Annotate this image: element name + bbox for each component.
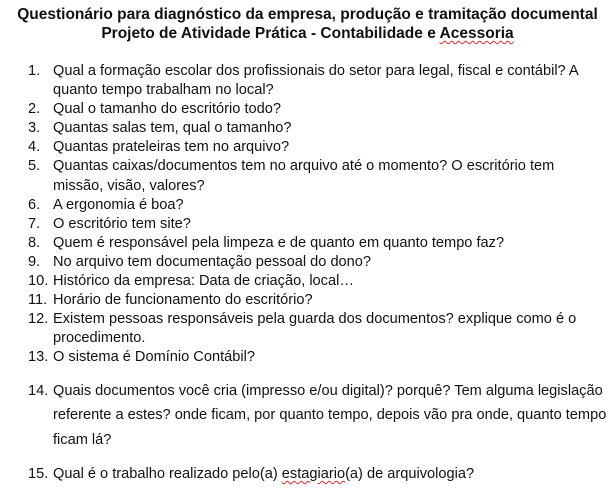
question-item: [28, 379, 608, 453]
question-text: Qual o tamanho do escritório todo?: [53, 101, 281, 118]
question-number: 3.: [28, 120, 41, 137]
question-number: 15.: [28, 466, 49, 482]
question-item: [28, 253, 608, 272]
questions-list: [28, 62, 608, 487]
question-item: [28, 196, 608, 215]
question-number: 9.: [28, 253, 41, 270]
question-item: [28, 291, 608, 310]
question-number: 5.: [28, 158, 41, 175]
question-item: [28, 62, 608, 100]
question-item: [28, 272, 608, 291]
question-text: No arquivo tem documentação pessoal do dono?: [53, 253, 372, 270]
question-item: [28, 234, 608, 253]
question-text: O sistema é Domínio Contábil?: [53, 349, 255, 366]
question-item: [28, 348, 608, 367]
question-item: [28, 157, 608, 195]
spellcheck-flagged-word: estagiario: [281, 466, 346, 482]
question-item: [28, 310, 608, 348]
question-text: Horário de funcionamento do escritório?: [53, 292, 313, 309]
question-text: Quem é responsável pela limpeza e de quanto em quanto tempo faz?: [53, 234, 505, 251]
document-subtitle: [0, 24, 615, 43]
question-item: [28, 462, 608, 487]
question-text: Quantas salas tem, qual o tamanho?: [53, 120, 292, 137]
question-text: Quais documentos você cria (impresso e/ou digital)? porquê? Tem alguma legislação referente a estes? onde ficam, por quanto tempo, depois vão pra onde, quanto tempo ficam lá?: [53, 382, 607, 448]
question-number: 10.: [28, 273, 49, 290]
subtitle-text: Projeto de Atividade Prática - Contabilidade e: [101, 25, 440, 42]
question-text: O escritório tem site?: [53, 215, 191, 232]
question-number: 8.: [28, 234, 41, 251]
question-text-start: Qual é o trabalho realizado pelo(a): [53, 466, 282, 482]
question-number: 1.: [28, 63, 41, 79]
question-text: Qual a formação escolar dos profissionais do setor para legal, fiscal e contábil? A quanto tempo trabalham no local?: [53, 63, 578, 99]
question-text: [53, 466, 474, 482]
question-text: Quantas caixas/documentos tem no arquivo até o momento? O escritório tem missão, visão, valores?: [53, 158, 555, 194]
question-number: 4.: [28, 139, 41, 156]
question-text: Existem pessoas responsáveis pela guarda dos documentos? explique como é o procedimento.: [53, 311, 577, 347]
question-text: Histórico da empresa: Data de criação, local…: [53, 273, 354, 290]
question-text-end: (a) de arquivologia?: [345, 466, 475, 482]
question-number: 11.: [28, 292, 48, 309]
question-number: 2.: [28, 101, 41, 118]
document-title: Questionário para diagnóstico da empresa, produção e tramitação documental: [17, 6, 598, 23]
question-item: [28, 215, 608, 234]
question-item: [28, 119, 608, 138]
question-number: 14.: [28, 382, 49, 399]
spellcheck-flagged-word: Acessoria: [439, 25, 514, 42]
question-number: 6.: [28, 196, 41, 213]
question-number: 12.: [28, 311, 49, 328]
question-item: [28, 138, 608, 157]
question-text: A ergonomia é boa?: [53, 196, 184, 213]
question-number: 7.: [28, 215, 41, 232]
question-number: 13.: [28, 349, 49, 366]
question-text: Quantas prateleiras tem no arquivo?: [53, 139, 290, 156]
question-item: [28, 100, 608, 119]
